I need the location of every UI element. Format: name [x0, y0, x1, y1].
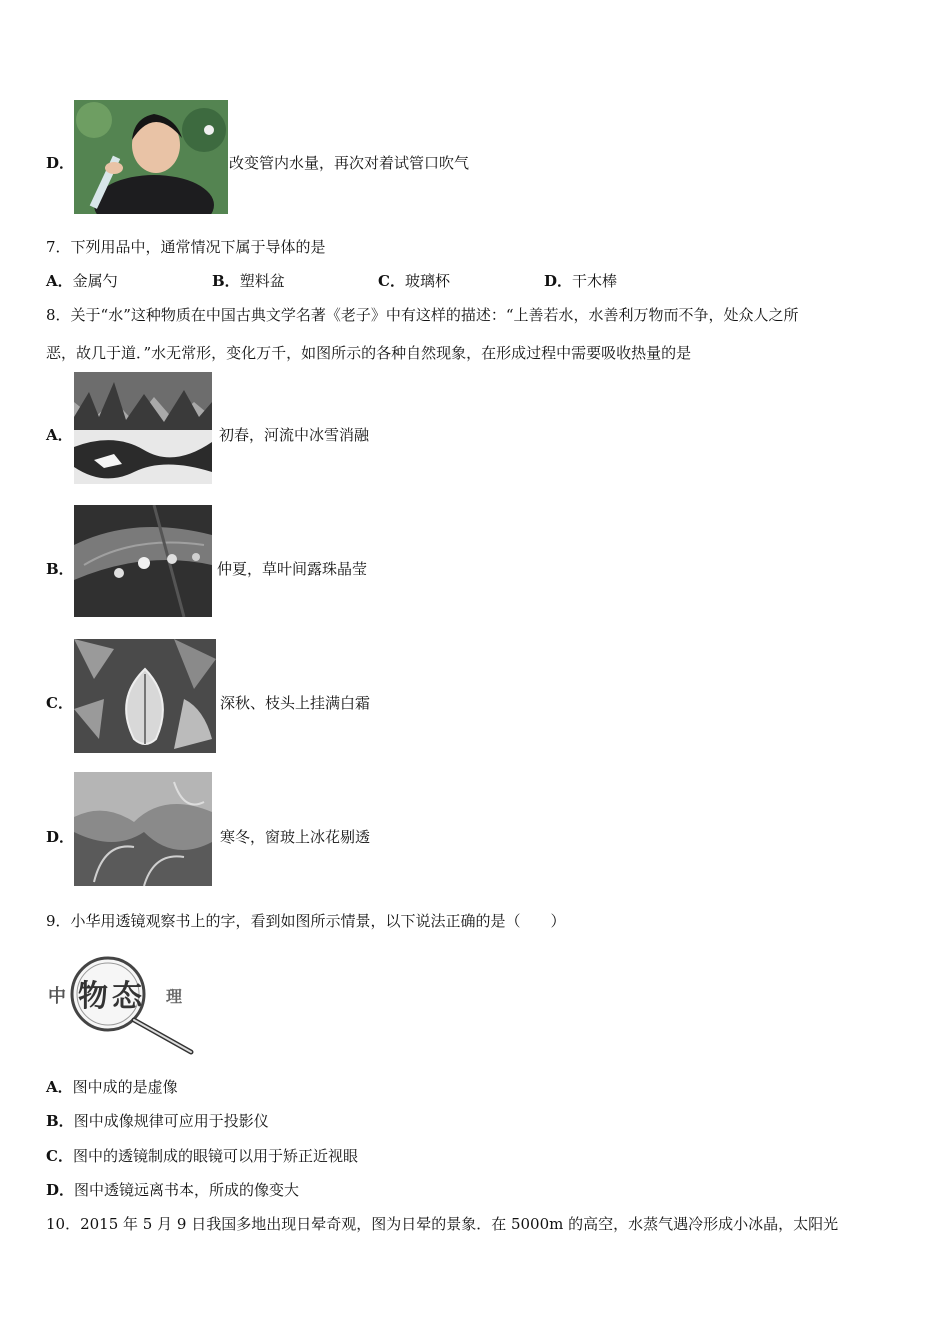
q8-option-a-text: 初春，河流中冰雪消融 [219, 426, 370, 444]
q8-option-d-label: D． [46, 828, 75, 846]
q8-option-c-label: C． [46, 694, 73, 712]
q7-option-d [544, 270, 617, 291]
q9-option-d [46, 1179, 299, 1200]
dewdrops-on-grass-photo [74, 505, 212, 617]
option-text: 图中成像规律可应用于投影仪 [73, 1112, 269, 1130]
option-label: D． [46, 1181, 75, 1199]
figure-char-left: 中 [48, 986, 66, 1007]
q9-stem: 9．小华用透镜观察书上的字，看到如图所示情景，以下说法正确的是（ ） [46, 912, 566, 930]
option-text: 玻璃杯 [404, 272, 450, 290]
q9-option-c [46, 1145, 358, 1166]
option-text: 图中成的是虚像 [72, 1078, 178, 1096]
option-label: C． [378, 272, 405, 290]
q6-option-d-label: D． [46, 154, 75, 172]
figure-char-lens2: 态 [112, 979, 142, 1014]
q8-stem-line1: 8．关于“水”这种物质在中国古典文学名著《老子》中有这样的描述：“上善若水，水善利万物而不争，处众人之所 [46, 306, 799, 324]
option-label: B． [212, 272, 240, 290]
frost-on-leaves-photo [74, 639, 216, 753]
q8-option-b-text: 仲夏，草叶间露珠晶莹 [217, 560, 368, 578]
q6-option-d-text: 改变管内水量，再次对着试管口吹气 [229, 154, 470, 172]
q7-option-a [46, 270, 118, 291]
q9-option-b [46, 1110, 269, 1131]
q7-option-c [378, 270, 450, 291]
q8-option-b-label: B． [46, 560, 74, 578]
melting-river-photo [74, 372, 212, 484]
option-text: 塑料盆 [239, 272, 285, 290]
option-text: 图中透镜远离书本，所成的像变大 [74, 1181, 300, 1199]
q8-option-a-label: A． [46, 426, 73, 444]
ice-flowers-window-photo [74, 772, 212, 886]
q10-stem: 10．2015 年 5 月 9 日我国多地出现日晕奇观，图为日晕的景象．在 5000m 的高空，水蒸气遇冷形成小冰晶，太阳光 [46, 1215, 839, 1233]
option-label: C． [46, 1147, 73, 1165]
option-label: A． [46, 272, 73, 290]
q8-option-d-text: 寒冬，窗玻上冰花剔透 [220, 828, 371, 846]
option-label: D． [544, 272, 573, 290]
q7-option-b [212, 270, 285, 291]
figure-char-right: 理 [166, 987, 183, 1006]
q8-stem-line2: 恶，故几于道．”水无常形，变化万千，如图所示的各种自然现象，在形成过程中需要吸收热量的是 [46, 344, 692, 362]
q8-option-c-text: 深秋、枝头上挂满白霜 [220, 694, 371, 712]
option-label: A． [46, 1078, 73, 1096]
option-label: B． [46, 1112, 74, 1130]
magnifier-figure [46, 944, 196, 1056]
q9-option-a [46, 1076, 178, 1097]
girl-blowing-test-tube-photo [74, 100, 228, 214]
option-text: 干木棒 [572, 272, 618, 290]
figure-char-lens1: 物 [78, 979, 108, 1014]
option-text: 图中的透镜制成的眼镜可以用于矫正近视眼 [72, 1147, 358, 1165]
option-text: 金属勺 [72, 272, 118, 290]
q7-stem: 7．下列用品中，通常情况下属于导体的是 [46, 238, 326, 256]
